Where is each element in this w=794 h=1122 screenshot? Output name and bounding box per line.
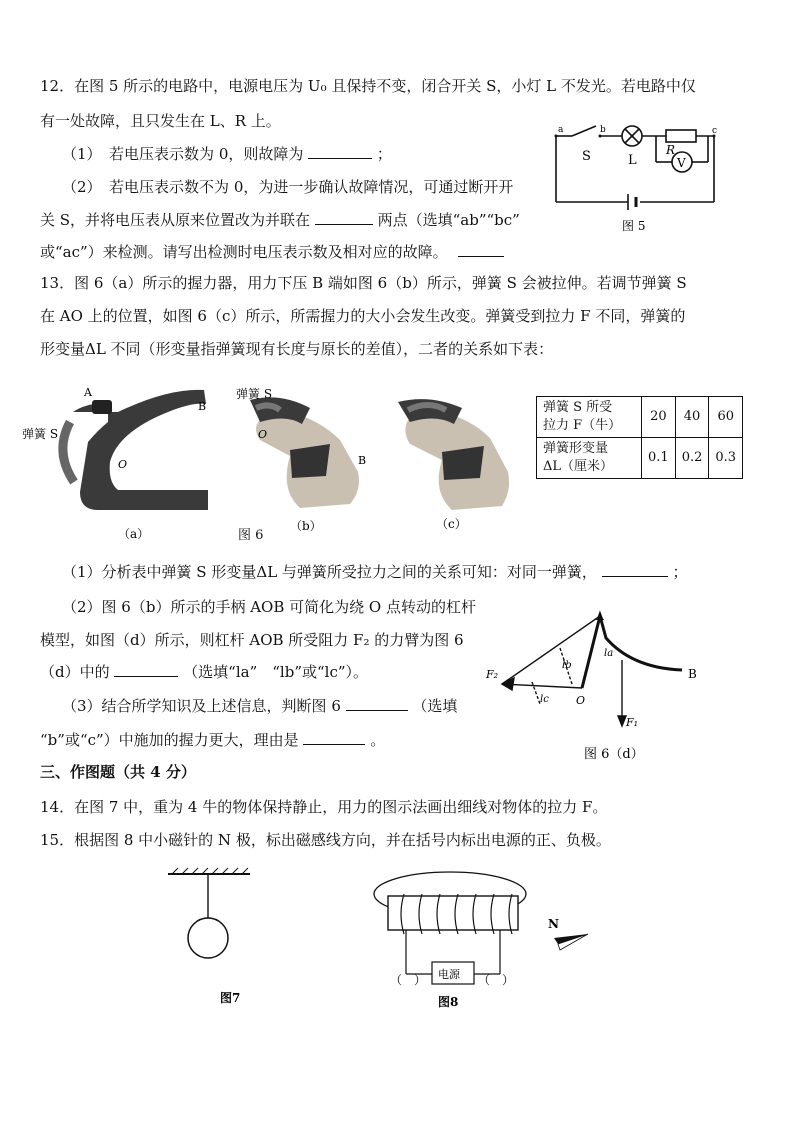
table-head-deformation [537,438,642,479]
q13-part2-line3-end: （选填“la” “lb”或“lc”）。 [183,663,369,681]
figure-6d-caption: 图 6（d） [584,747,644,762]
power-source-label: 电源 [438,968,460,981]
label-switch-S: S [582,149,591,164]
q13-part1-blank[interactable] [602,562,668,577]
figure-7-caption: 图7 [220,991,241,1005]
lever-AOB [582,616,682,688]
label-lb: lb [562,660,572,671]
q12-line1: 12．在图 5 所示的电路中，电源电压为 U₀ 且保持不变，闭合开关 S，小灯 L 不发光。若电路中仅 [40,77,696,95]
photo-a-caption: （a） [118,527,150,541]
label-A: A [596,610,604,623]
label-O: O [118,458,128,471]
ball-object [188,918,228,958]
q13-part3-text: （3）结合所学知识及上述信息，判断图 6 [62,697,341,715]
q12-part1 [62,144,392,164]
label-b: b [600,125,606,135]
label-B: B [358,454,367,467]
label-lc: lc [540,694,549,705]
spring-coil [63,422,74,482]
q13-part2-line1: （2）图 6（b）所示的手柄 AOB 可简化为绕 O 点转动的杠杆 [62,598,476,616]
grip-handle-bottom [442,446,484,480]
table-cell: 40 [675,397,709,438]
figure-8-caption: 图8 [438,995,459,1009]
q13-part3-blank-reason[interactable] [303,730,365,745]
label-spring-S: 弹簧 S [236,387,273,401]
q13-part2-line2: 模型，如图（d）所示，则杠杆 AOB 所受阻力 F₂ 的力臂为图 6 [40,631,464,649]
force-deformation-table [536,396,743,479]
section-3-heading: 三、作图题（共 4 分） [40,763,196,781]
table-head-force-line1: 弹簧 S 所受 [543,400,613,415]
q13-part3-line2-end: 。 [370,731,386,749]
label-resistor-R: R [666,143,676,157]
label-lamp-L: L [628,153,637,168]
q13-part3-blank-figure[interactable] [346,696,408,711]
q12-line2: 有一处故障，且只发生在 L、R 上。 [40,112,281,130]
label-A: A [84,386,92,399]
label-a: a [558,125,564,135]
q13-part3-line2 [40,730,385,750]
q13-part3-text-end: （选填 [412,697,458,715]
label-O: O [576,694,586,707]
q12-part2-blank-answer[interactable] [458,242,504,257]
label-O: O [258,428,268,441]
needle-N-label: N [548,917,559,931]
q12-part2-text-end: 两点（选填“ab”“bc” [377,211,520,229]
adjust-knob [92,400,112,414]
label-F1: F₁ [626,716,639,729]
table-head-deformation-line2: ΔL（厘米） [543,459,614,474]
table-row [537,438,743,479]
q12-part2-line3 [40,242,504,262]
q13-part2-blank[interactable] [114,662,178,677]
q12-part2-line2 [40,210,520,230]
table-head-deformation-line1: 弹簧形变量 [543,441,609,456]
q12-part1-blank[interactable] [308,144,372,159]
table-row [537,397,743,438]
label-c: c [712,126,718,136]
q13-line2: 在 AO 上的位置，如图 6（c）所示，所需握力的大小会发生改变。弹簧受到拉力 F 不同，弹簧的 [40,307,686,325]
label-B: B [688,667,697,681]
q12-part2-line3-text: 或“ac”）来检测。请写出检测时电压表示数及相对应的故障。 [40,243,448,261]
q13-part1-end: ； [672,563,688,581]
left-pole-bracket[interactable]: （ ） [390,973,427,987]
photo-6c-grip-adjusted [384,380,524,540]
table-cell: 0.2 [675,438,709,479]
figure-6d-lever-diagram [482,608,712,768]
q13-part3-line2-text: “b”或“c”）中施加的握力更大，理由是 [40,731,299,749]
table-cell: 60 [709,397,743,438]
label-spring-S: 弹簧 S [22,427,59,441]
label-voltmeter-V: V [677,156,686,170]
q15-text: 15．根据图 8 中小磁针的 N 极，标出磁感线方向，并在括号内标出电源的正、负极。 [40,831,611,849]
lever-arm-A [502,684,582,688]
figure-7-hanging-object [160,866,270,1006]
table-cell: 20 [642,397,676,438]
figure-5-circuit [548,122,738,234]
table-cell: 0.3 [709,438,743,479]
q13-line3: 形变量ΔL 不同（形变量指弹簧现有长度与原长的差值），二者的关系如下表： [40,340,554,358]
photo-6a-grip-trainer [18,382,228,542]
q12-part2-blank-points[interactable] [315,210,373,225]
label-la: la [604,648,614,659]
figure-8-solenoid [368,864,608,1010]
q13-part1-text: （1）分析表中弹簧 S 形变量ΔL 与弹簧所受拉力之间的关系可知：对同一弹簧， [62,563,597,581]
right-pole-bracket[interactable]: （ ） [478,973,515,987]
figure-6-caption: 图 6 [238,528,264,543]
q14-text: 14．在图 7 中，重为 4 牛的物体保持静止，用力的图示法画出细线对物体的拉力 F。 [40,798,608,816]
q13-part2-line3-text: （d）中的 [40,663,110,681]
force-F1-arrowhead [618,716,626,726]
label-B: B [198,400,207,413]
solenoid-core [388,896,518,930]
q13-part3-line1 [62,696,457,716]
q12-part1-end: ； [376,145,392,163]
photo-b-caption: （b） [290,519,322,533]
label-F2: F₂ [486,668,499,681]
q13-line1: 13．图 6（a）所示的握力器，用力下压 B 端如图 6（b）所示，弹簧 S 会被拉伸。若调节弹簧 S [40,274,687,292]
q12-part2-line1: （2） 若电压表示数不为 0，为进一步确认故障情况，可通过断开开 [62,178,514,196]
table-head-force [537,397,642,438]
table-head-force-line2: 拉力 F（牛） [543,418,622,433]
figure-5-caption: 图 5 [622,219,646,233]
photo-c-caption: （c） [436,517,467,531]
photo-6b-grip-pressed [230,380,380,540]
grip-handle-bottom [290,444,330,478]
table-cell: 0.1 [642,438,676,479]
q12-part2-text: 关 S，并将电压表从原来位置改为并联在 [40,211,311,229]
q13-part2-line3 [40,662,368,682]
q13-part1 [62,562,688,582]
q12-part1-text: （1） 若电压表示数为 0，则故障为 [62,145,304,163]
